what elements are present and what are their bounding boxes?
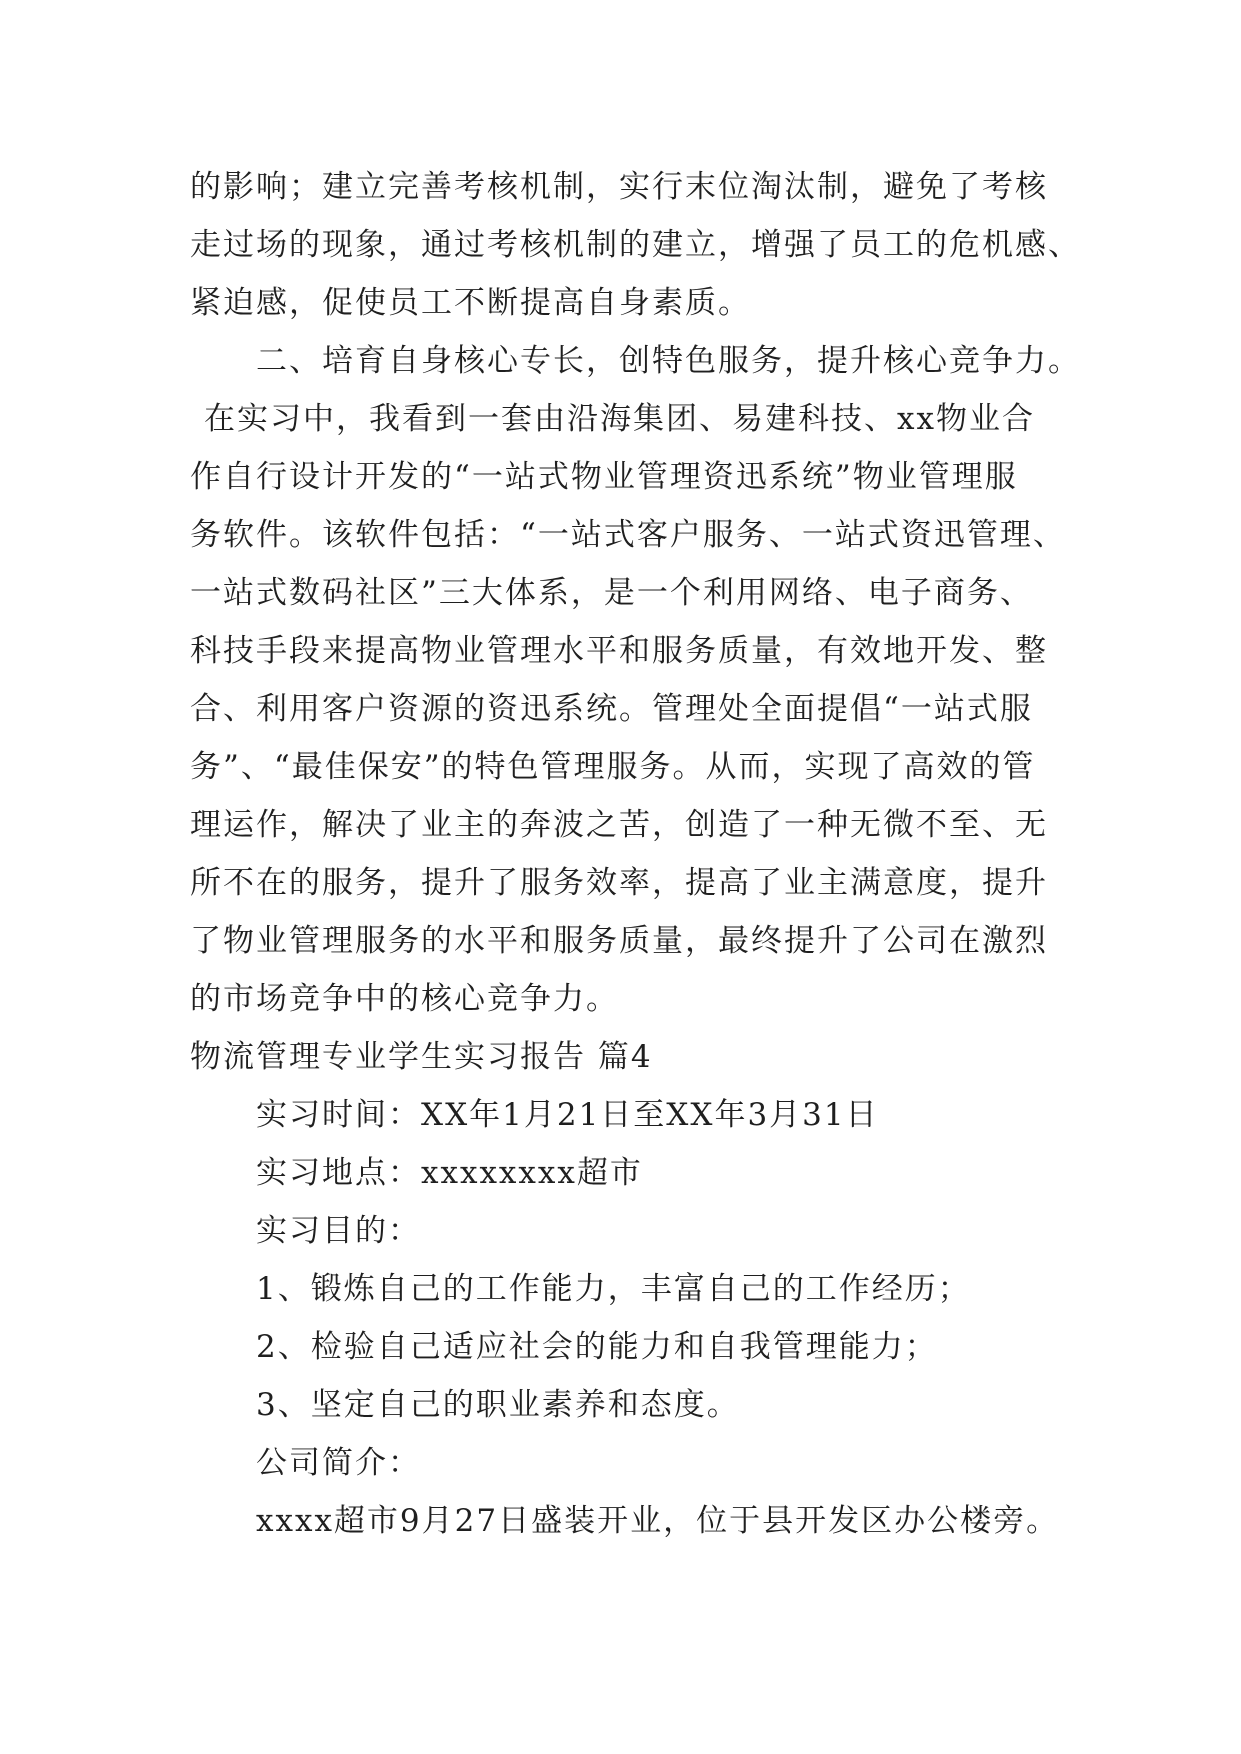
text-line-8: 一站式数码社区”三大体系，是一个利用网络、电子商务、 (190, 575, 1033, 611)
text-line-6: 作自行设计开发的“一站式物业管理资迅系统”物业管理服 (190, 459, 1018, 495)
section-heading-2: 二、培育自身核心专长，创特色服务，提升核心竞争力。 (256, 343, 1081, 379)
company-intro-text: xxxx超市9月27日盛装开业，位于县开发区办公楼旁。 (256, 1503, 1060, 1539)
report-title: 物流管理专业学生实习报告 篇4 (190, 1039, 653, 1075)
text-line-11: 务”、“最佳保安”的特色管理服务。从而，实现了高效的管 (190, 749, 1036, 785)
text-line-14: 了物业管理服务的水平和服务质量，最终提升了公司在激烈 (190, 923, 1048, 959)
internship-location: 实习地点：xxxxxxxx超市 (256, 1155, 643, 1191)
internship-time: 实习时间：XX年1月21日至XX年3月31日 (256, 1097, 879, 1133)
company-intro-heading: 公司简介： (256, 1445, 421, 1481)
text-line-1: 的影响；建立完善考核机制，实行末位淘汰制，避免了考核 (190, 169, 1048, 205)
text-line-12: 理运作，解决了业主的奔波之苦，创造了一种无微不至、无 (190, 807, 1048, 843)
text-line-13: 所不在的服务，提升了服务效率，提高了业主满意度，提升 (190, 865, 1048, 901)
document-body (190, 158, 1081, 1550)
text-line-9: 科技手段来提高物业管理水平和服务质量，有效地开发、整 (190, 633, 1048, 669)
text-line-2: 走过场的现象，通过考核机制的建立，增强了员工的危机感、 (190, 227, 1081, 263)
text-line-7: 务软件。该软件包括：“一站式客户服务、一站式资迅管理、 (190, 517, 1066, 553)
text-line-10: 合、利用客户资源的资迅系统。管理处全面提倡“一站式服 (190, 691, 1033, 727)
internship-purpose-heading: 实习目的： (256, 1213, 421, 1249)
purpose-item-2: 2、检验自己适应社会的能力和自我管理能力； (256, 1329, 938, 1365)
text-line-5: 在实习中，我看到一套由沿海集团、易建科技、xx物业合 (204, 401, 1035, 437)
text-line-3: 紧迫感，促使员工不断提高自身素质。 (190, 285, 751, 321)
purpose-item-3: 3、坚定自己的职业素养和态度。 (256, 1387, 740, 1423)
purpose-item-1: 1、锻炼自己的工作能力，丰富自己的工作经历； (256, 1271, 971, 1307)
text-line-15: 的市场竞争中的核心竞争力。 (190, 981, 619, 1017)
